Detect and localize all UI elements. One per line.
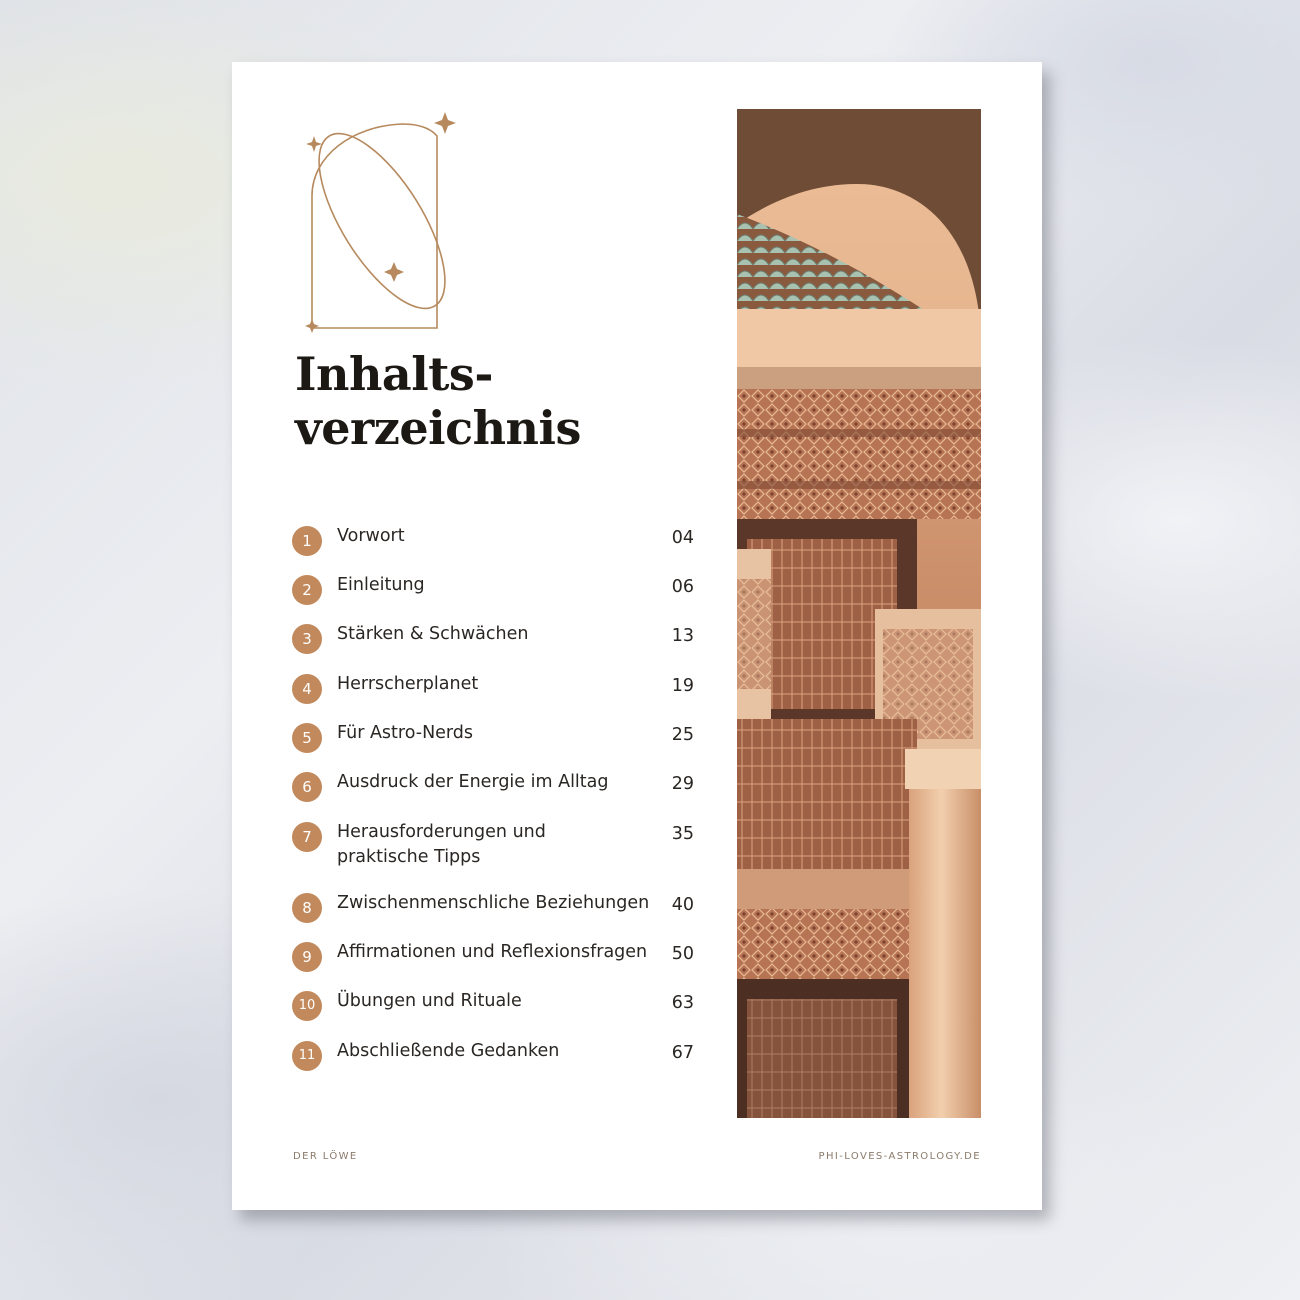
entry-number-badge: 6 (292, 772, 322, 802)
entry-title: Zwischenmenschliche Beziehungen (337, 893, 650, 913)
entry-number-badge: 5 (292, 723, 322, 753)
entry-page-number: 29 (671, 774, 694, 794)
entry-title: Stärken & Schwächen (337, 624, 529, 644)
entry-title: Ausdruck der Energie im Alltag (337, 772, 609, 792)
footer-website: PHI-LOVES-ASTROLOGY.DE (818, 1151, 981, 1162)
title-line-2: verzeichnis (295, 401, 581, 455)
title-line-1: Inhalts- (295, 347, 493, 401)
entry-page-number: 04 (671, 528, 694, 548)
entry-title: Für Astro-Nerds (337, 723, 474, 743)
entry-number-badge: 1 (292, 526, 322, 556)
footer-book-title: DER LÖWE (293, 1151, 358, 1162)
entry-title: Abschließende Gedanken (337, 1041, 560, 1061)
entry-title: Herausforderungen und praktische Tipps (337, 822, 546, 867)
entry-page-number: 13 (671, 626, 694, 646)
arch-orbit-star-logo-icon (292, 106, 482, 336)
entry-page-number: 35 (671, 824, 694, 844)
entry-number-badge: 11 (292, 1041, 322, 1071)
entry-page-number: 50 (671, 944, 694, 964)
entry-page-number: 67 (671, 1043, 694, 1063)
entry-number-badge: 7 (292, 822, 322, 852)
entry-page-number: 63 (671, 993, 694, 1013)
entry-number-badge: 8 (292, 893, 322, 923)
entry-page-number: 25 (671, 725, 694, 745)
entry-title: Vorwort (337, 526, 405, 546)
entry-title: Herrscherplanet (337, 674, 479, 694)
document-page (232, 62, 1042, 1210)
entry-number-badge: 9 (292, 942, 322, 972)
entry-number-badge: 2 (292, 575, 322, 605)
entry-number-badge: 3 (292, 624, 322, 654)
moorish-arch-architecture-photo (737, 109, 981, 1118)
entry-page-number: 40 (671, 895, 694, 915)
entry-title: Übungen und Rituale (337, 991, 522, 1011)
page-title (295, 347, 581, 455)
entry-title: Affirmationen und Reflexionsfragen (337, 942, 648, 962)
entry-title: Einleitung (337, 575, 425, 595)
entry-number-badge: 4 (292, 674, 322, 704)
entry-page-number: 19 (671, 676, 694, 696)
entry-page-number: 06 (671, 577, 694, 597)
entry-number-badge: 10 (292, 991, 322, 1021)
